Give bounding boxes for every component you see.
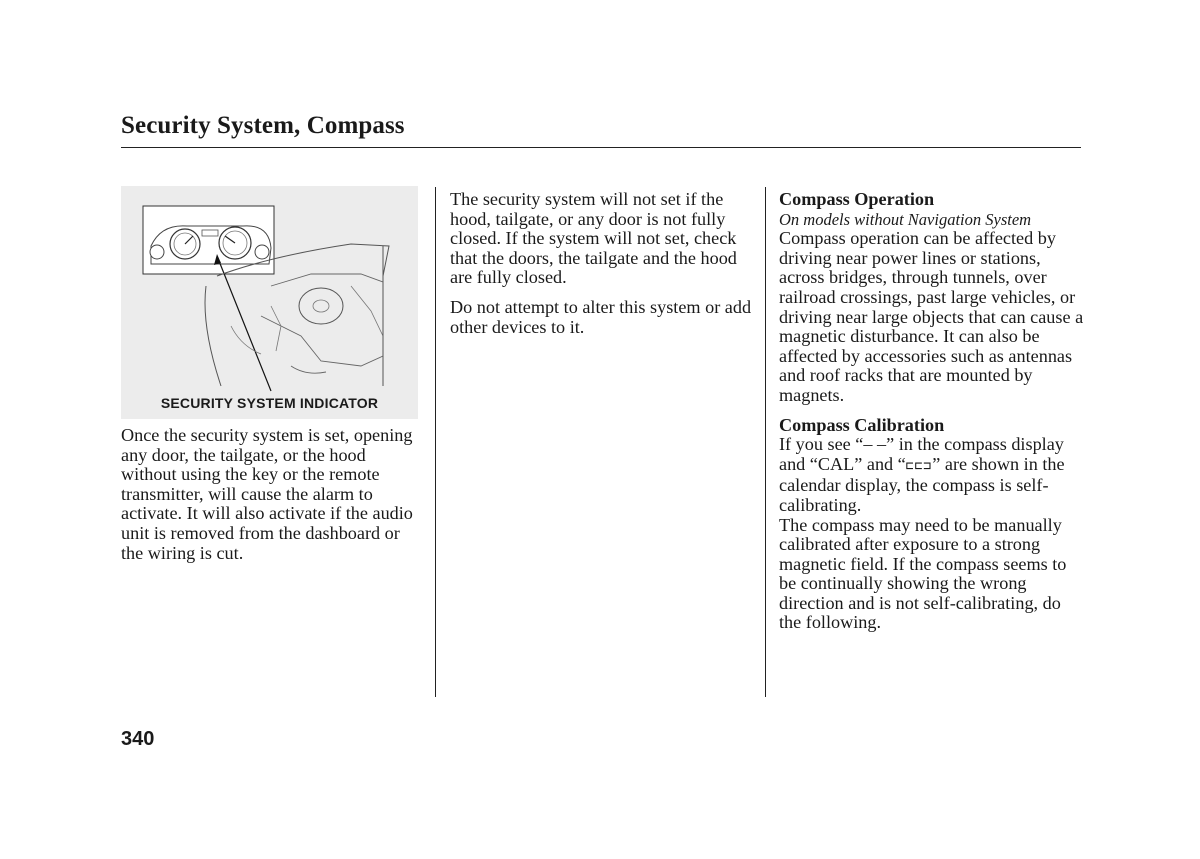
column-middle xyxy=(450,190,755,347)
page-title: Security System, Compass xyxy=(121,112,405,139)
compass-calibration-body: The compass may need to be manually calibrated after exposure to a strong magnetic field. If the compass seems to be continually showing the wrong direction and is not self-calibrating, do the following. xyxy=(779,514,1067,633)
calibration-text-suffix: ” are shown in the calendar display, the compass is self-calibrating. xyxy=(779,453,1065,515)
security-indicator-figure xyxy=(121,186,418,419)
calibration-text-middle: ” in the compass display and “CAL” and “ xyxy=(779,434,1064,474)
figure-caption: SECURITY SYSTEM INDICATOR xyxy=(160,395,379,411)
column-divider-1 xyxy=(435,187,436,697)
column-left xyxy=(121,426,421,573)
dashboard-illustration-icon xyxy=(121,186,418,419)
compass-operation-section xyxy=(779,190,1084,406)
title-divider xyxy=(121,147,1081,148)
column-divider-2 xyxy=(765,187,766,697)
compass-calibration-heading: Compass Calibration xyxy=(779,414,945,435)
segment-display-symbol: ⊏⊏⊐ xyxy=(905,458,933,474)
dash-display-symbol: – – xyxy=(863,434,887,455)
page-number: 340 xyxy=(121,728,155,750)
security-paragraph-1: The security system will not set if the hood, tailgate, or any door is not fully closed. If the system will not set, check that the doors, the tailgate and the hood are fully closed. xyxy=(450,189,737,288)
security-paragraph-2: Do not attempt to alter this system or add other devices to it. xyxy=(450,296,752,337)
compass-operation-body: Compass operation can be affected by driving near power lines or stations, across bridges, through tunnels, over railroad crossings, past large vehicles, or driving near large objects that can cause a magnetic disturbance. It can also be affected by accessories such as antennas and roof racks that are mounted by magnets. xyxy=(779,228,1084,405)
calibration-text-prefix: If you see “ xyxy=(779,434,864,455)
compass-operation-heading: Compass Operation xyxy=(779,189,935,209)
column-right xyxy=(779,190,1084,643)
security-paragraph: Once the security system is set, opening any door, the tailgate, or the hood without using the key or the remote transmitter, will cause the alarm to activate. It will also activate if the audio unit is removed from the dashboard or the wiring is cut. xyxy=(121,425,413,563)
compass-operation-subheading: On models without Navigation System xyxy=(779,209,1032,229)
compass-calibration-section xyxy=(779,416,1084,634)
